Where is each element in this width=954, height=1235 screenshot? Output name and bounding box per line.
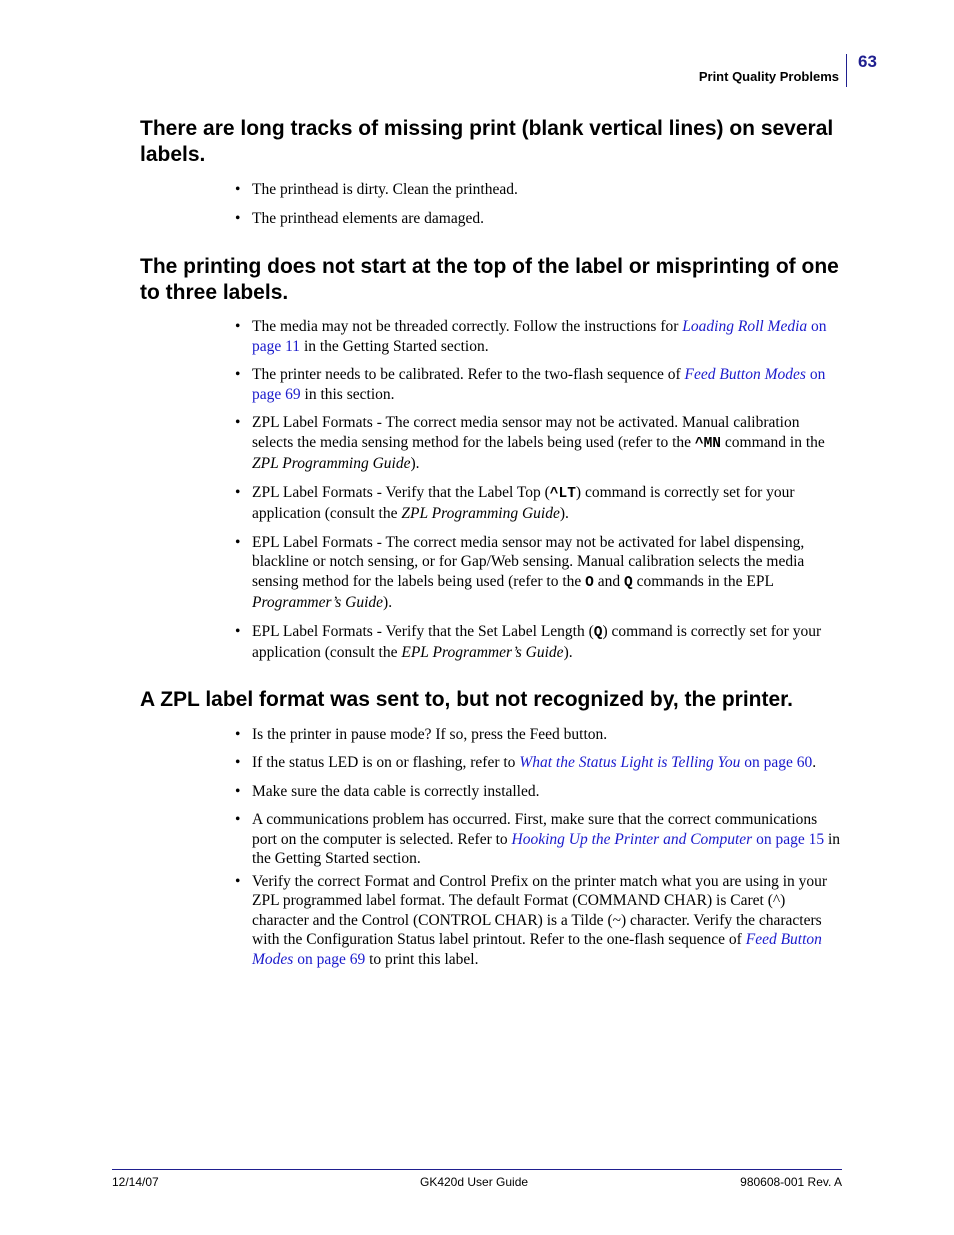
list-item: • ZPL Label Formats - Verify that the Label Top (^LT) command is correctly set for your application (consult the ZPL Programming Guide).	[235, 483, 795, 522]
list-item: • Is the printer in pause mode? If so, press the Feed button.	[235, 725, 608, 743]
footer-date: 12/14/07	[112, 1175, 159, 1189]
footer-rule	[112, 1169, 842, 1170]
link-status-light[interactable]: What the Status Light is Telling You	[519, 754, 741, 771]
page-number: 63	[858, 52, 877, 71]
link-hooking-up[interactable]: Hooking Up the Printer and Computer	[511, 830, 753, 848]
page-content	[140, 116, 842, 978]
list-missing-print	[140, 180, 842, 228]
list-printing-start	[140, 317, 842, 663]
command-code: Q	[624, 574, 633, 591]
heading-printing-start: The printing does not start at the top of the label or misprinting of one to three labels.	[140, 255, 839, 304]
link-page-11[interactable]: on page 11	[252, 318, 827, 355]
command-code: ^MN	[694, 435, 722, 452]
list-item: • The printhead elements are damaged.	[235, 209, 484, 227]
list-item: • EPL Label Formats - Verify that the Set Label Length (Q) command is correctly set for your application (consult the EPL Programmer’s Guide).	[235, 622, 822, 661]
list-item: • The printer needs to be calibrated. Refer to the two-flash sequence of Feed Button Modes on page 69 in this section.	[235, 366, 826, 403]
list-item: • The media may not be threaded correctly. Follow the instructions for Loading Roll Media on page 11 in the Getting Started section.	[235, 318, 827, 355]
list-item: • A communications problem has occurred. First, make sure that the correct communications port on the computer is selected. Refer to Hooking Up the Printer and Computer on page 15 in the Getting Started section.	[235, 811, 841, 867]
list-item: • The printhead is dirty. Clean the printhead.	[235, 181, 518, 198]
link-loading-roll-media[interactable]: Loading Roll Media	[682, 318, 808, 335]
link-feed-button-modes[interactable]: Feed Button Modes	[684, 366, 806, 383]
footer-revision: 980608-001 Rev. A	[740, 1175, 842, 1189]
list-item: • Verify the correct Format and Control Prefix on the printer match what you are using in your ZPL programmed label format. The default Format (COMMAND CHAR) is Caret (^) character and the Control (CONTROL CHAR) is a Tilde (~) character. Verify the characters with the Configuration Status label printout. Refer to the one-flash sequence of Feed Button Modes on page 69 to print this label.	[235, 872, 828, 968]
guide-title: ZPL Programming Guide	[252, 455, 411, 472]
guide-title: ZPL Programming Guide	[401, 505, 560, 522]
command-code: O	[585, 574, 594, 591]
list-item: • If the status LED is on or flashing, refer to What the Status Light is Telling You on page 60.	[235, 754, 817, 771]
command-code: ^LT	[549, 485, 576, 502]
section-title: Print Quality Problems	[698, 69, 839, 84]
guide-title: Programmer’s Guide	[252, 594, 384, 611]
link-page-69[interactable]: on page 69	[252, 366, 826, 403]
link-feed-button-modes[interactable]: Feed Button Modes	[252, 931, 822, 968]
link-page-60[interactable]: on page 60	[740, 754, 813, 771]
list-zpl-not-recognized	[140, 725, 842, 970]
list-item: • Make sure the data cable is correctly installed.	[235, 782, 540, 800]
footer-guide-title: GK420d User Guide	[420, 1175, 529, 1189]
list-item: • ZPL Label Formats - The correct media sensor may not be activated. Manual calibration selects the media sensing method for the labels being used (refer to the ^MN command in the ZPL Programming Guide).	[235, 414, 825, 472]
header-rule	[846, 54, 847, 87]
heading-zpl-not-recognized: A ZPL label format was sent to, but not recognized by, the printer.	[140, 687, 794, 711]
heading-missing-print: There are long tracks of missing print (blank vertical lines) on several labels.	[140, 117, 834, 166]
list-item: • EPL Label Formats - The correct media sensor may not be activated for label dispensing, blackline or notch sensing, or for Gap/Web sensing. Manual calibration selects the media sensing method for the labels being used (refer to the O and Q commands in the EPL Programmer’s Guide).	[235, 533, 805, 611]
link-page-15[interactable]: on page 15	[752, 830, 825, 848]
link-page-69[interactable]: on page 69	[293, 950, 366, 968]
command-code: Q	[593, 624, 603, 641]
guide-title: EPL Programmer’s Guide	[401, 644, 564, 661]
